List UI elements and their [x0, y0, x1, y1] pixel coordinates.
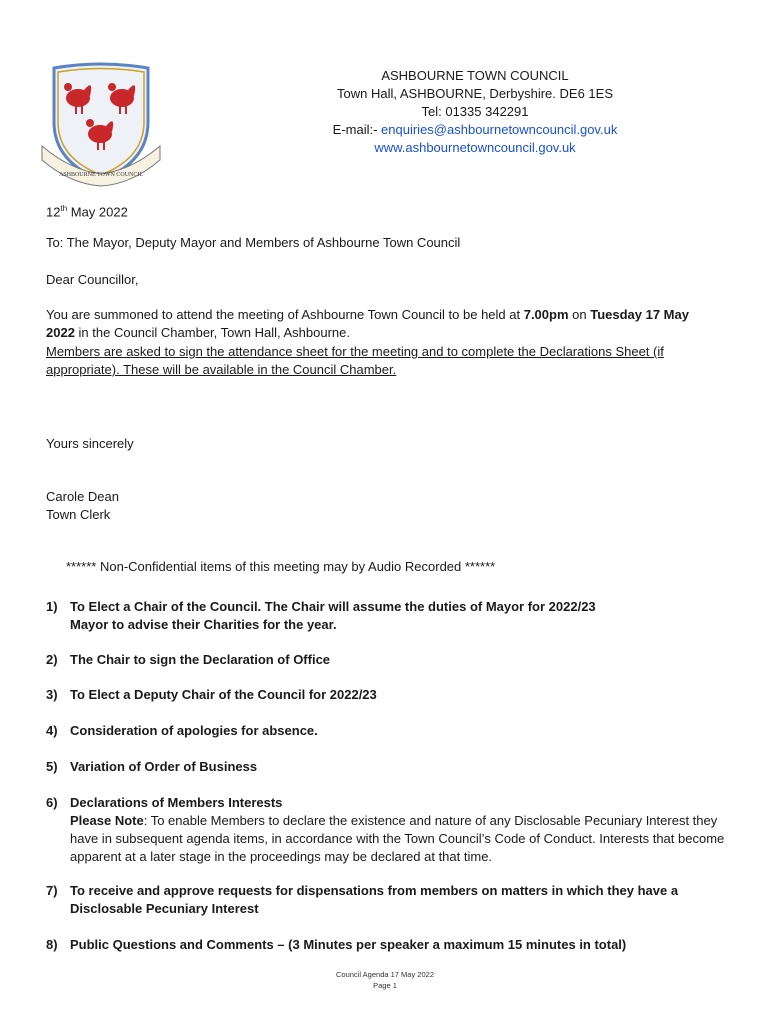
org-address: Town Hall, ASHBOURNE, Derbyshire. DE6 1ES	[337, 86, 613, 101]
agenda-item: 3) To Elect a Deputy Chair of the Council for 2022/23	[46, 687, 377, 702]
crest-motto-text: ASHBOURNE TOWN COUNCIL	[58, 172, 144, 178]
agenda-item: 4) Consideration of apologies for absence.	[46, 723, 318, 738]
letter-closing: Yours sincerely	[46, 436, 134, 451]
agenda-item: 1) To Elect a Chair of the Council. The Chair will assume the duties of Mayor for 2022/23 Mayor to advise their Charities for the year.	[46, 599, 596, 632]
recording-notice: ****** Non-Confidential items of this meeting may by Audio Recorded ******	[66, 559, 496, 574]
org-name: ASHBOURNE TOWN COUNCIL	[381, 68, 569, 83]
email-label: E-mail:-	[332, 122, 382, 137]
website-link[interactable]: www.ashbournetowncouncil.gov.uk	[374, 140, 576, 155]
footer-page-number: Page 1	[373, 981, 397, 990]
website-line	[270, 139, 680, 157]
org-email-line	[270, 121, 680, 139]
shield-icon	[54, 64, 148, 180]
letter-date: 12th May 2022	[46, 204, 128, 220]
org-telephone: Tel: 01335 342291	[421, 104, 529, 119]
agenda-item: 2) The Chair to sign the Declaration of Office	[46, 652, 331, 667]
email-link[interactable]: enquiries@ashbournetowncouncil.gov.uk	[381, 122, 618, 137]
agenda-item: 5) Variation of Order of Business	[46, 759, 258, 774]
signatory-name: Carole Dean	[46, 489, 119, 504]
footer-agenda-title: Council Agenda 17 May 2022	[336, 970, 434, 979]
letter-summons: You are summoned to attend the meeting of Ashbourne Town Council to be held at 7.00pm on Tuesday 17 May 2022 in the Council Chamber, Town Hall, Ashbourne.	[46, 307, 689, 340]
signatory-title: Town Clerk	[46, 507, 111, 522]
members-attendance-note: Members are asked to sign the attendance sheet for the meeting and to complete the Declarations Sheet (if appropriate). These will be available in the Council Chamber.	[46, 344, 664, 377]
agenda-item: 8) Public Questions and Comments – (3 Minutes per speaker a maximum 15 minutes in total)	[46, 937, 627, 952]
council-crest-logo	[40, 62, 162, 188]
letterhead	[270, 67, 680, 157]
agenda-item: 7) To receive and approve requests for dispensations from members on matters in which they have a Disclosable Pecuniary Interest	[46, 883, 679, 916]
letter-salutation: Dear Councillor,	[46, 272, 139, 287]
page-footer	[0, 969, 770, 991]
agenda-item: 6) Declarations of Members Interests Please Note: To enable Members to declare the existence and nature of any Disclosable Pecuniary Interest they have in subsequent agenda items, in accordance with the Town Council’s Code of Conduct. Interests that become apparent at a later stage in the proceedings may be declared at that time.	[46, 795, 725, 864]
letter-recipients: To: The Mayor, Deputy Mayor and Members of Ashbourne Town Council	[46, 235, 461, 250]
